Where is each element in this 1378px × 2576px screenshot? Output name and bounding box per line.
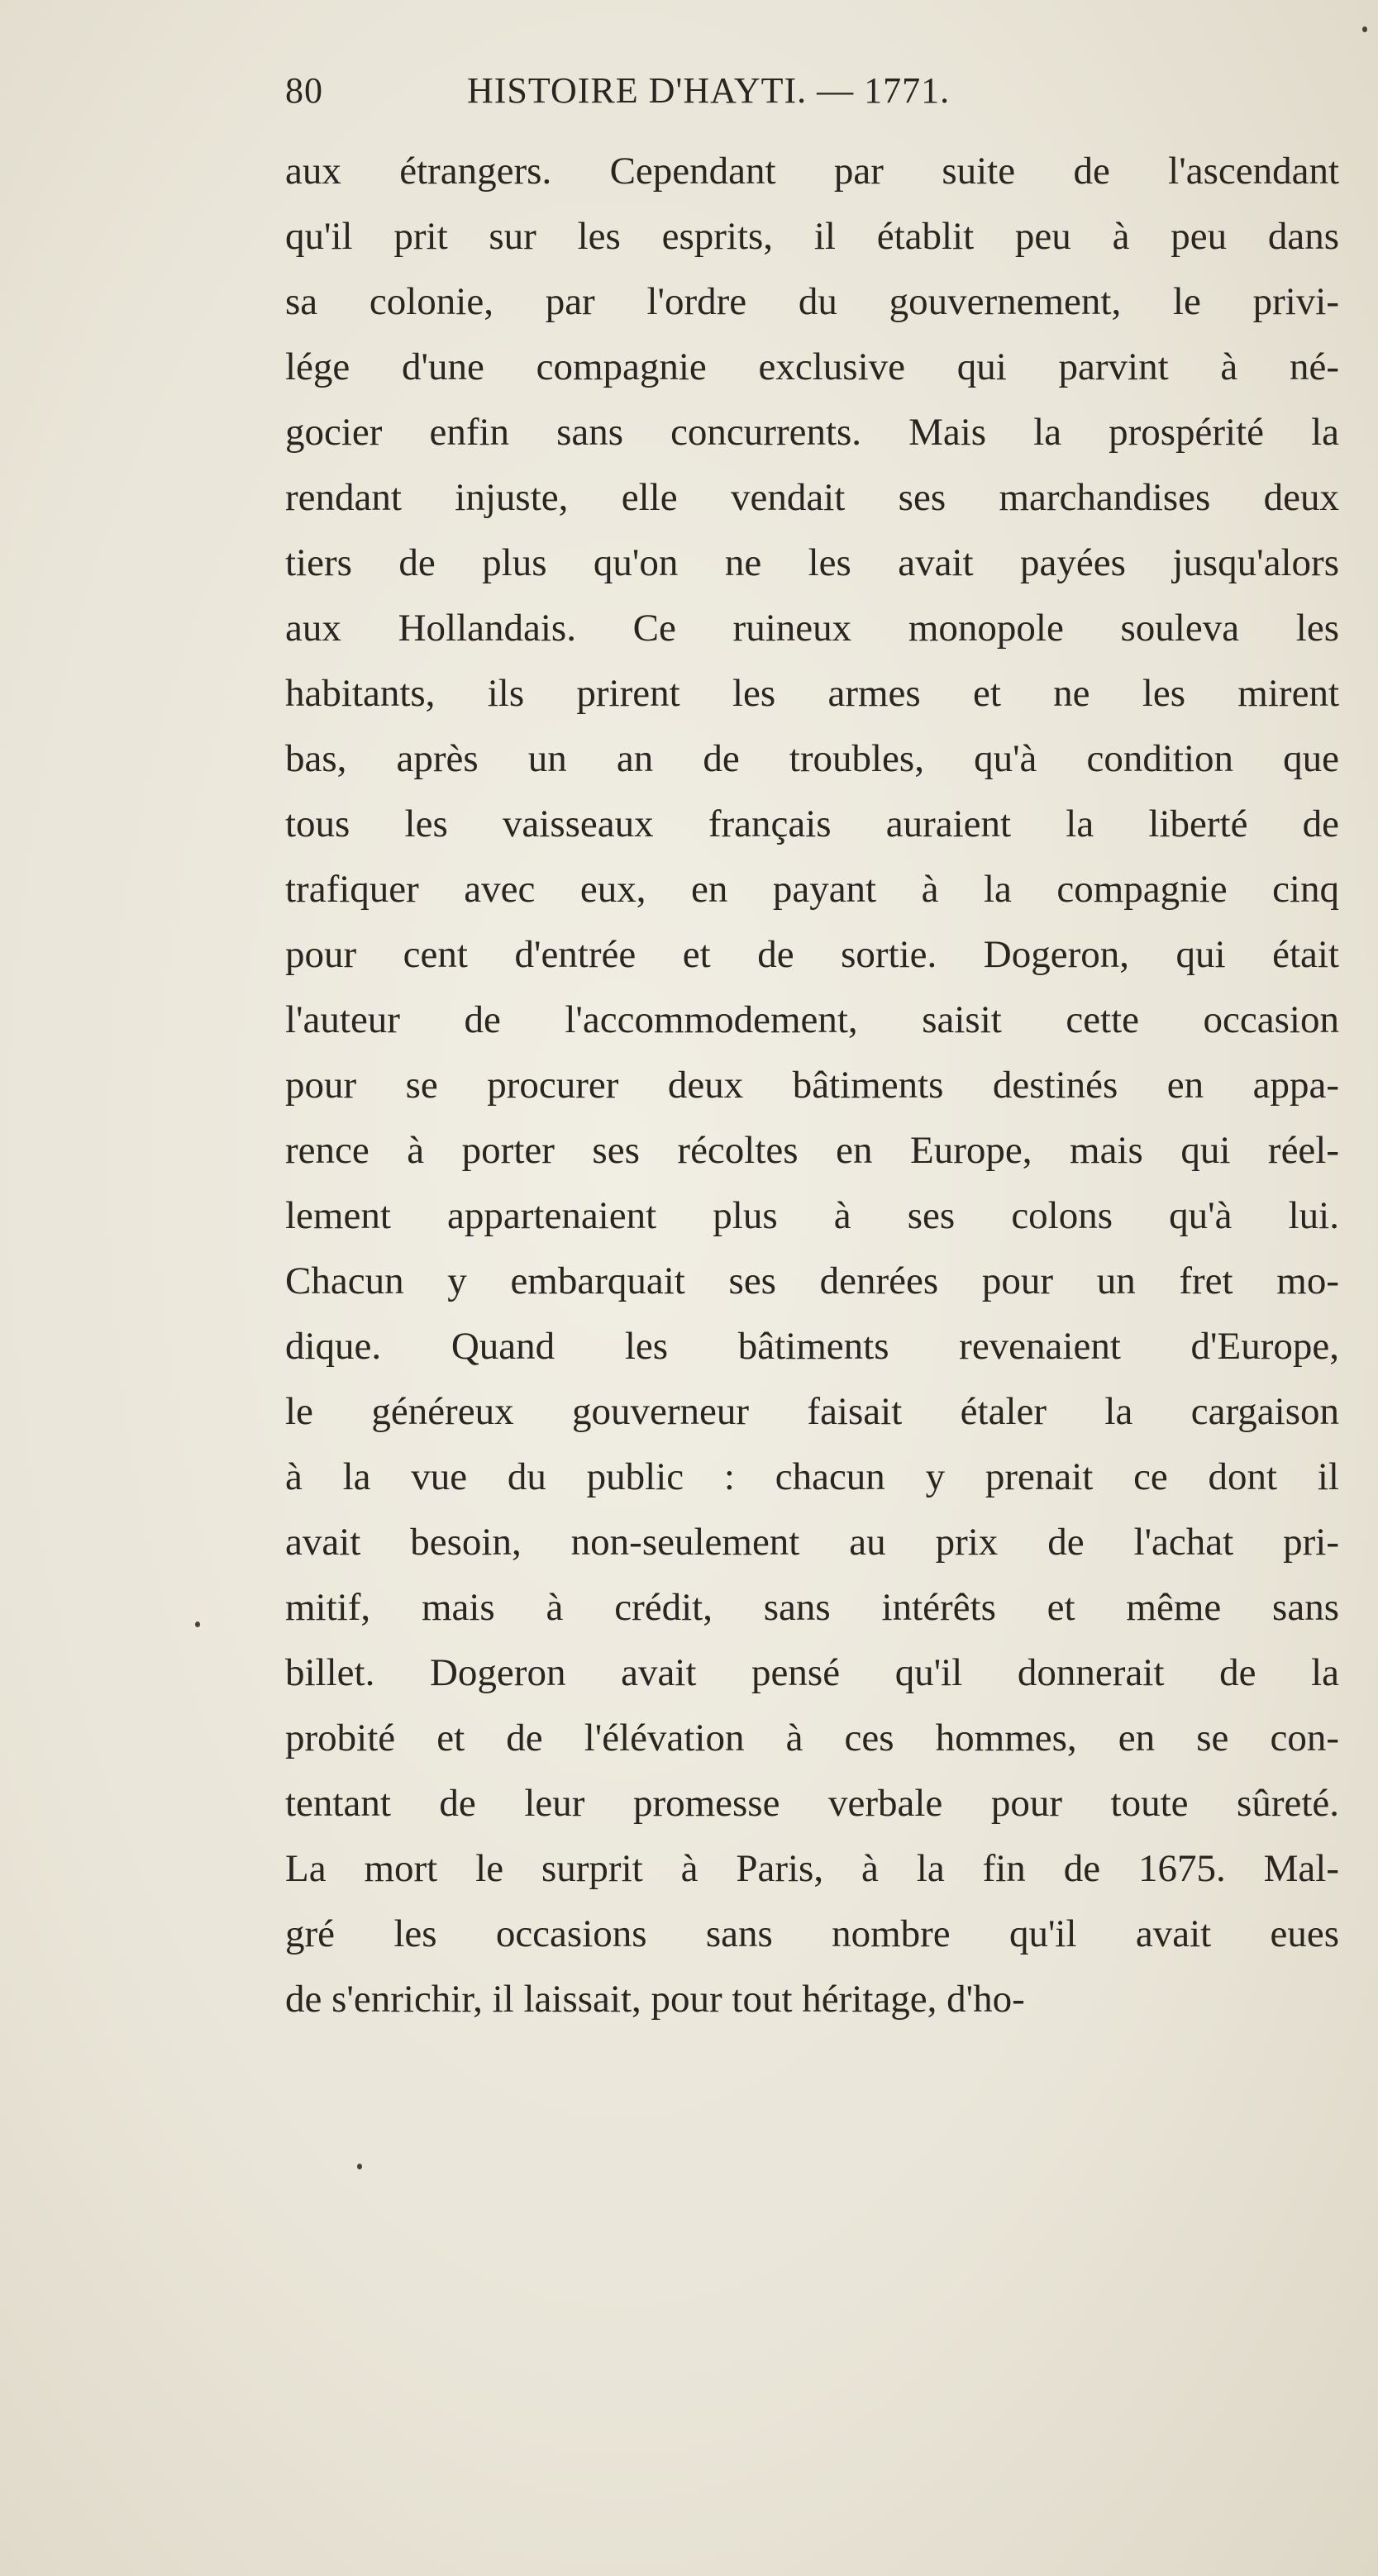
- text-line: Chacun y embarquait ses denrées pour un fret mo-: [285, 1259, 1339, 1302]
- text-line: gocier enfin sans concurrents. Mais la prospérité la: [285, 411, 1339, 454]
- text-line: dique. Quand les bâtiments revenaient d'Europe,: [285, 1325, 1339, 1368]
- text-line: pour se procurer deux bâtiments destinés en appa-: [285, 1064, 1339, 1107]
- text-line: habitants, ils prirent les armes et ne les mirent: [285, 672, 1339, 715]
- text-line: tentant de leur promesse verbale pour toute sûreté.: [285, 1782, 1339, 1825]
- text-line: pour cent d'entrée et de sortie. Dogeron, qui était: [285, 933, 1339, 976]
- page-header: [285, 69, 1343, 119]
- text-line: rence à porter ses récoltes en Europe, mais qui réel-: [285, 1129, 1339, 1172]
- text-line: sa colonie, par l'ordre du gouvernement, le privi-: [285, 280, 1339, 323]
- text-line: gré les occasions sans nombre qu'il avait eues: [285, 1912, 1339, 1955]
- text-line: aux étrangers. Cependant par suite de l'ascendant: [285, 150, 1339, 193]
- text-line: le généreux gouverneur faisait étaler la cargaison: [285, 1390, 1339, 1433]
- text-line: aux Hollandais. Ce ruineux monopole souleva les: [285, 607, 1339, 650]
- body-text: [285, 139, 1339, 2032]
- text-line: trafiquer avec eux, en payant à la compagnie cinq: [285, 868, 1339, 911]
- paper-speck: [357, 2164, 362, 2169]
- text-line: billet. Dogeron avait pensé qu'il donnerait de la: [285, 1651, 1339, 1694]
- text-line: tiers de plus qu'on ne les avait payées jusqu'alors: [285, 541, 1339, 584]
- text-line: de s'enrichir, il laissait, pour tout héritage, d'ho-: [285, 1978, 1025, 2021]
- text-line: mitif, mais à crédit, sans intérêts et même sans: [285, 1586, 1339, 1629]
- paper-speck: [1362, 26, 1367, 32]
- text-line: tous les vaisseaux français auraient la liberté de: [285, 802, 1339, 845]
- paper-speck: [195, 1621, 200, 1627]
- text-line: lement appartenaient plus à ses colons qu'à lui.: [285, 1194, 1339, 1237]
- text-line: à la vue du public : chacun y prenait ce dont il: [285, 1455, 1339, 1498]
- text-line: qu'il prit sur les esprits, il établit peu à peu dans: [285, 215, 1339, 258]
- text-line: bas, après un an de troubles, qu'à condition que: [285, 737, 1339, 780]
- text-line: probité et de l'élévation à ces hommes, en se con-: [285, 1717, 1339, 1759]
- page-number: 80: [285, 70, 323, 111]
- text-line: l'auteur de l'accommodement, saisit cette occasion: [285, 998, 1339, 1041]
- text-line: lége d'une compagnie exclusive qui parvint à né-: [285, 345, 1339, 388]
- running-title: HISTOIRE D'HAYTI. — 1771.: [467, 70, 951, 111]
- text-line: La mort le surprit à Paris, à la fin de 1675. Mal-: [285, 1847, 1339, 1890]
- text-line: avait besoin, non-seulement au prix de l'achat pri-: [285, 1521, 1339, 1564]
- text-line: rendant injuste, elle vendait ses marchandises deux: [285, 476, 1339, 519]
